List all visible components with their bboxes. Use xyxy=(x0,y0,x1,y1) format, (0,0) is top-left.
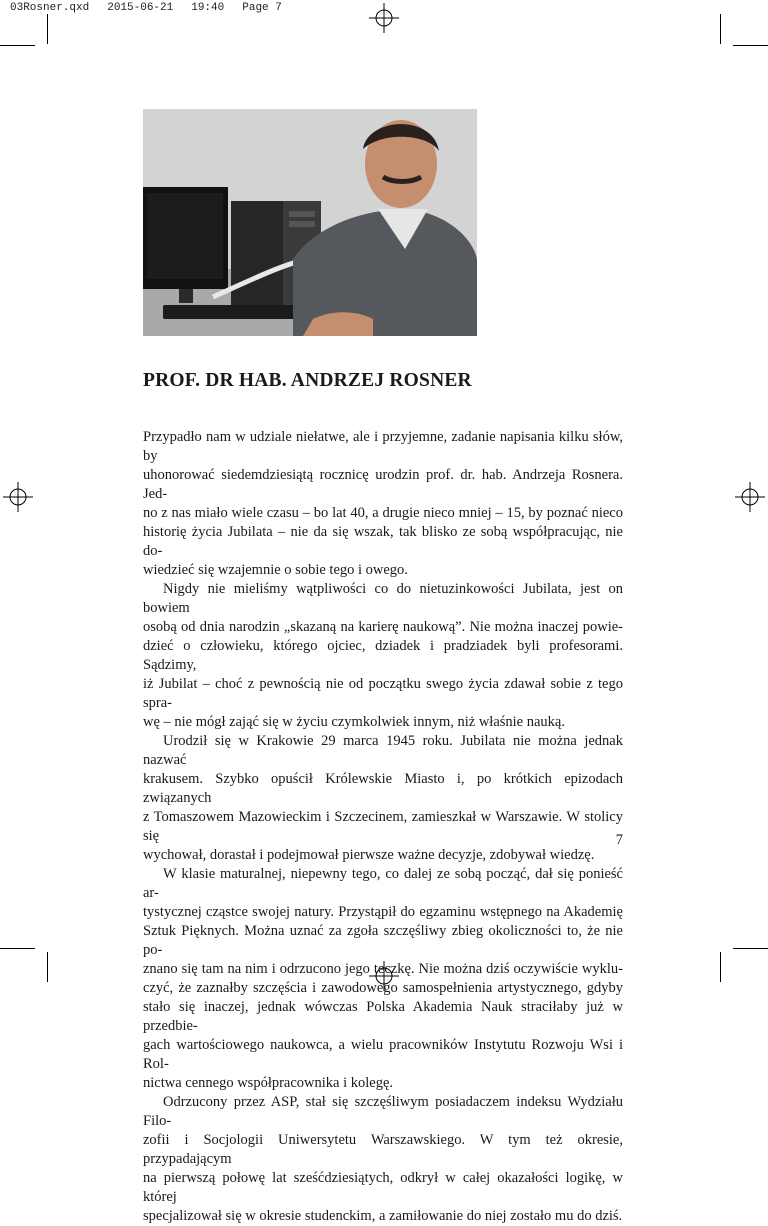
crop-mark-top-left-h xyxy=(0,45,35,46)
text-line: gach wartościowego naukowca, a wielu pracowników Instytutu Rozwoju Wsi i Rol- xyxy=(143,1037,623,1072)
text-line: na pierwszą połowę lat sześćdziesiątych, odkrył w całej okazałości logikę, w której xyxy=(143,1170,623,1205)
text-line: wiedzieć się wzajemnie o sobie tego i owego. xyxy=(143,562,408,578)
text-line: osobą od dnia narodzin „skazaną na karierę naukową”. Nie można inaczej powie- xyxy=(143,619,623,635)
text-line: stało się inaczej, jednak wówczas Polska Akademia Nauk straciłaby już w przedbie- xyxy=(143,999,623,1034)
crop-mark-top-right-h xyxy=(733,45,768,46)
text-line: wę – nie mógł zająć się w życiu czymkolwiek innym, niż właśnie nauką. xyxy=(143,714,565,730)
slug-page: Page 7 xyxy=(242,2,282,14)
crop-mark-bottom-left-v xyxy=(47,952,48,982)
page-number: 7 xyxy=(615,832,623,848)
registration-mark-left xyxy=(3,482,33,512)
text-line: iż Jubilat – choć z pewnością nie od początku swego życia zdawał sobie z tego spra- xyxy=(143,676,623,711)
slug-filename: 03Rosner.qxd xyxy=(10,2,90,14)
registration-mark-right xyxy=(735,482,765,512)
text-line: tystycznej cząstce swojej natury. Przystąpił do egzaminu wstępnego na Akademię xyxy=(143,904,623,920)
portrait-photo xyxy=(143,109,477,336)
text-line: W klasie maturalnej, niepewny tego, co dalej ze sobą począć, dał się ponieść ar- xyxy=(143,866,623,901)
text-line: wychował, dorastał i podejmował pierwsze ważne decyzje, zdobywał wiedzę. xyxy=(143,847,595,863)
text-line: zofii i Socjologii Uniwersytetu Warszawskiego. W tym też okresie, przypadającym xyxy=(143,1132,623,1167)
text-line: z Tomaszowem Mazowieckim i Szczecinem, zamieszkał w Warszawie. W stolicy się xyxy=(143,809,623,844)
slug-date: 2015-06-21 xyxy=(107,2,174,14)
text-line: czyć, że zaznałby szczęścia i zawodowego samospełnienia artystycznego, gdyby xyxy=(143,980,623,996)
text-line: Urodził się w Krakowie 29 marca 1945 roku. Jubilata nie można jednak nazwać xyxy=(143,733,623,768)
text-line: uhonorować siedemdziesiątą rocznicę urodzin prof. dr. hab. Andrzeja Rosnera. Jed- xyxy=(143,467,623,502)
monitor-left xyxy=(143,187,228,303)
text-line: dzieć o człowieku, którego ojciec, dziadek i pradziadek byli profesorami. Sądzimy, xyxy=(143,638,623,673)
text-line: historię życia Jubilata – nie da się wszak, tak blisko ze sobą współpracując, nie do- xyxy=(143,524,623,559)
text-line: Nigdy nie mieliśmy wątpliwości co do nietuzinkowości Jubilata, jest on bowiem xyxy=(143,581,623,616)
crop-mark-top-left-v xyxy=(47,14,48,44)
crop-mark-bottom-right-h xyxy=(733,948,768,949)
crop-mark-top-right-v xyxy=(720,14,721,44)
text-line: Przypadło nam w udziale niełatwe, ale i przyjemne, zadanie napisania kilku słów, by xyxy=(143,429,623,464)
registration-mark-top xyxy=(369,3,399,33)
text-line: no z nas miało wiele czasu – bo lat 40, a drugie nieco mniej – 15, by poznać nieco xyxy=(143,505,623,521)
crop-mark-bottom-right-v xyxy=(720,952,721,982)
text-line: specjalizował się w okresie studenckim, a zamiłowanie do niej zostało mu do dziś. xyxy=(143,1208,623,1224)
slug-time: 19:40 xyxy=(191,2,225,14)
text-line: znano się tam na nim i odrzucono jego teczkę. Nie można dziś oczywiście wyklu- xyxy=(143,961,623,977)
text-line: Sztuk Pięknych. Można uznać za zgoła szczęśliwy zbieg okoliczności to, że nie po- xyxy=(143,923,623,958)
crop-mark-bottom-left-h xyxy=(0,948,35,949)
article-body xyxy=(143,428,623,1226)
text-line: krakusem. Szybko opuścił Królewskie Miasto i, po krótkich epizodach związanych xyxy=(143,771,623,806)
text-line: nictwa cennego współpracownika i kolegę. xyxy=(143,1075,394,1091)
article-title: PROF. DR HAB. ANDRZEJ ROSNER xyxy=(143,370,472,391)
text-line: Odrzucony przez ASP, stał się szczęśliwym posiadaczem indeksu Wydziału Filo- xyxy=(143,1094,623,1129)
file-slug xyxy=(10,2,300,14)
